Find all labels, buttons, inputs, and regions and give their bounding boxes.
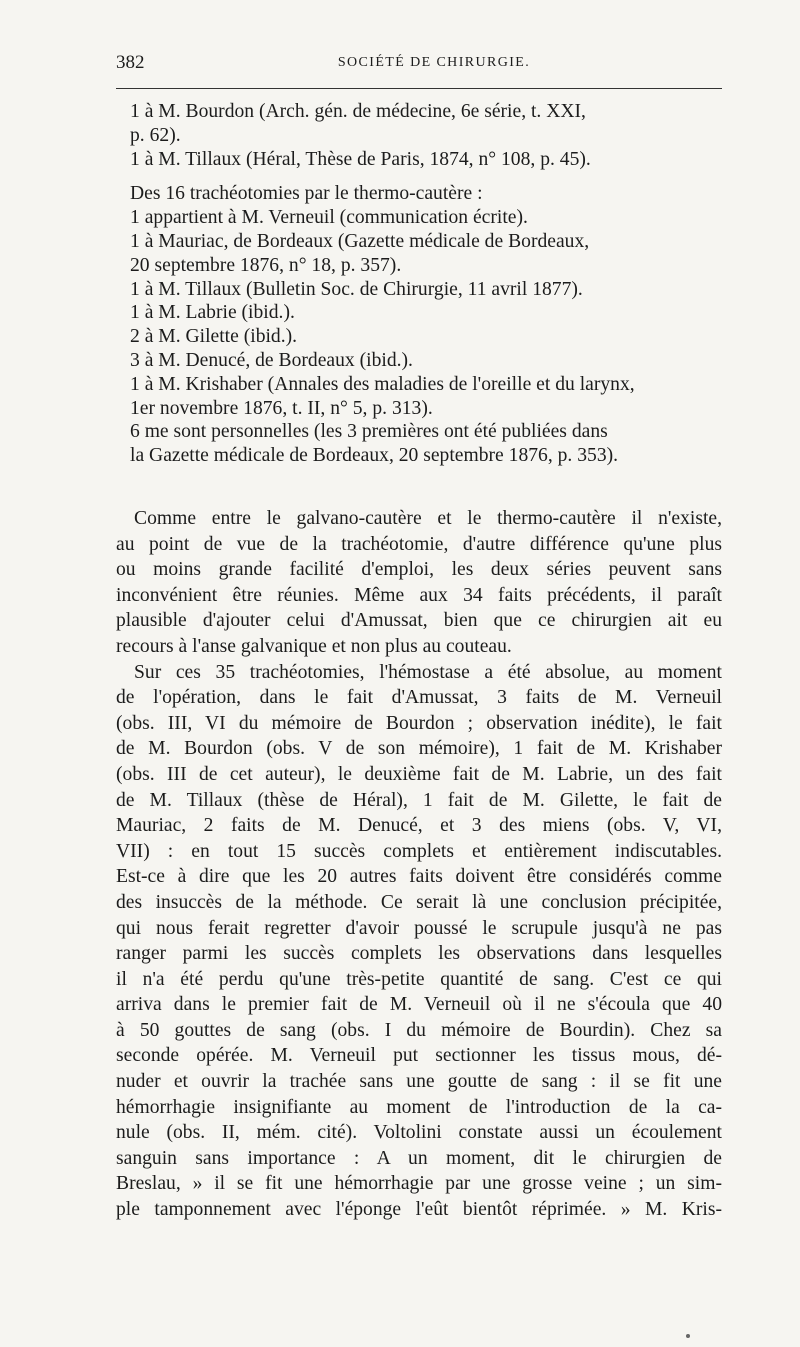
reference-line: 1 appartient à M. Verneuil (communication écrite). — [130, 207, 528, 229]
body-text — [116, 506, 722, 1223]
paragraph — [116, 506, 722, 660]
reference-line: la Gazette médicale de Bordeaux, 20 septembre 1876, p. 353). — [130, 445, 619, 467]
reference-entry — [130, 278, 722, 302]
reference-line: 1er novembre 1876, t. II, n° 5, p. 313). — [130, 397, 433, 419]
text-line: de l'opération, dans le fait d'Amussat, 3 faits de M. Verneuil — [116, 687, 722, 709]
text-line: inconvénient être réunies. Même aux 34 faits précédents, il paraît — [116, 584, 722, 606]
text-line: qui nous ferait regretter d'avoir poussé le scrupule jusqu'à ne pas — [116, 917, 722, 939]
reference-line: 2 à M. Gilette (ibid.). — [130, 326, 298, 348]
text-line: nuder et ouvrir la trachée sans une goutte de sang : il se fit une — [116, 1071, 722, 1093]
text-line: il n'a été perdu qu'une très-petite quantité de sang. C'est ce qui — [116, 968, 722, 990]
reference-entry — [130, 349, 722, 373]
text-line: des insuccès de la méthode. Ce serait là une conclusion précipitée, — [116, 891, 722, 913]
reference-entry — [130, 373, 722, 421]
text-line: ou moins grande facilité d'emploi, les deux séries peuvent sans — [116, 559, 722, 581]
running-title: SOCIÉTÉ DE CHIRURGIE. — [337, 55, 531, 70]
reference-line: 1 à Mauriac, de Bordeaux (Gazette médicale de Bordeaux, — [130, 230, 590, 252]
reference-line: p. 62). — [130, 124, 181, 146]
text-line: Est-ce à dire que les 20 autres faits doivent être considérés comme — [116, 866, 722, 888]
reference-entry — [130, 206, 722, 230]
reference-line: 20 septembre 1876, n° 18, p. 357). — [130, 254, 402, 276]
paragraph — [116, 660, 722, 1223]
text-line: de M. Tillaux (thèse de Héral), 1 fait de M. Gilette, le fait de — [116, 789, 722, 811]
reference-line: 3 à M. Denucé, de Bordeaux (ibid.). — [130, 349, 413, 371]
page-number: 382 — [116, 52, 145, 73]
print-speck — [686, 1334, 690, 1338]
reference-entry — [130, 230, 722, 278]
reference-line: Des 16 trachéotomies par le thermo-cautère : — [130, 183, 483, 205]
reference-list — [130, 100, 722, 468]
text-line: au point de vue de la trachéotomie, d'autre différence qu'une plus — [116, 533, 722, 555]
reference-line: 1 à M. Tillaux (Bulletin Soc. de Chirurgie, 11 avril 1877). — [130, 278, 583, 300]
text-line: à 50 gouttes de sang (obs. I du mémoire de Bourdin). Chez sa — [116, 1019, 722, 1041]
text-line: VII) : en tout 15 succès complets et entièrement indiscutables. — [116, 840, 722, 862]
text-line: (obs. III, VI du mémoire de Bourdon ; observation inédite), le fait — [116, 712, 722, 734]
text-line: Sur ces 35 trachéotomies, l'hémostase a été absolue, au moment — [134, 661, 722, 683]
text-line: ple tamponnement avec l'éponge l'eût bientôt réprimée. » M. Kris- — [116, 1199, 722, 1221]
reference-line: 1 à M. Krishaber (Annales des maladies de l'oreille et du larynx, — [130, 373, 635, 395]
reference-line: 6 me sont personnelles (les 3 premières ont été publiées dans — [130, 421, 608, 443]
text-line: Breslau, » il se fit une hémorrhagie par une grosse veine ; un sim- — [116, 1173, 722, 1195]
text-line: hémorrhagie insignifiante au moment de l'introduction de la ca- — [116, 1096, 722, 1118]
text-line: (obs. III de cet auteur), le deuxième fait de M. Labrie, un des fait — [116, 763, 722, 785]
reference-entry — [130, 301, 722, 325]
reference-entry — [130, 148, 722, 172]
text-line: nule (obs. II, mém. cité). Voltolini constate aussi un écoulement — [116, 1122, 722, 1144]
reference-entry — [130, 325, 722, 349]
text-line: ranger parmi les succès complets les observations dans lesquelles — [116, 943, 722, 965]
reference-line: 1 à M. Bourdon (Arch. gén. de médecine, 6e série, t. XXI, — [130, 101, 586, 122]
reference-line: 1 à M. Labrie (ibid.). — [130, 302, 295, 324]
reference-line: 1 à M. Tillaux (Héral, Thèse de Paris, 1874, n° 108, p. 45). — [130, 148, 591, 170]
text-line: Mauriac, 2 faits de M. Denucé, et 3 des miens (obs. V, VI, — [116, 815, 722, 837]
reference-entry — [130, 100, 722, 148]
text-line: recours à l'anse galvanique et non plus au couteau. — [116, 635, 512, 657]
reference-entry — [130, 182, 722, 206]
text-line: plausible d'ajouter celui d'Amussat, bien que ce chirurgien ait eu — [116, 610, 722, 632]
text-line: Comme entre le galvano-cautère et le thermo-cautère il n'existe, — [134, 508, 722, 529]
text-line: seconde opérée. M. Verneuil put sectionner les tissus mous, dé- — [116, 1045, 722, 1067]
header-rule — [116, 88, 722, 89]
reference-entry — [130, 420, 722, 468]
page-header — [116, 52, 722, 82]
text-line: sanguin sans importance : A un moment, dit le chirurgien de — [116, 1147, 722, 1169]
text-line: arriva dans le premier fait de M. Verneuil où il ne s'écoula que 40 — [116, 994, 722, 1016]
text-line: de M. Bourdon (obs. V de son mémoire), 1 fait de M. Krishaber — [116, 738, 722, 760]
